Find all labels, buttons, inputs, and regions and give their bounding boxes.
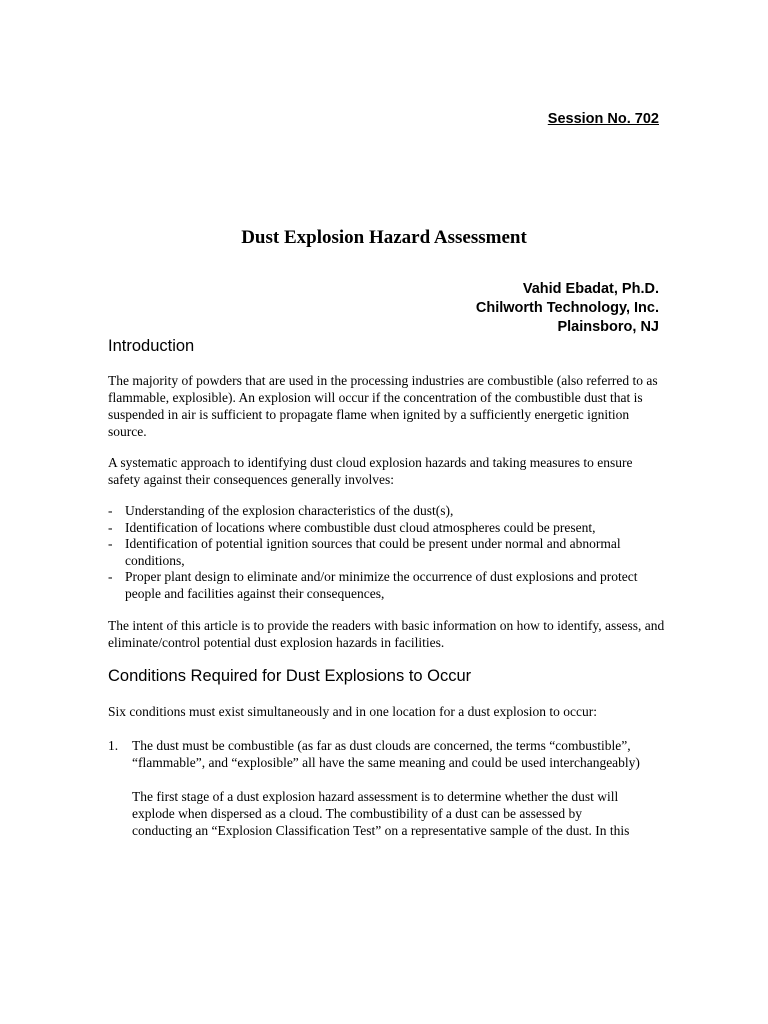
dash-marker: - [108, 519, 113, 535]
author-company: Chilworth Technology, Inc. [475, 300, 659, 316]
introduction-heading: Introduction [108, 337, 195, 355]
list-item [108, 737, 668, 839]
document-title: Dust Explosion Hazard Assessment [241, 227, 527, 248]
conditions-list [108, 737, 668, 839]
item-number: 1. [108, 738, 119, 753]
session-number: Session No. 702 [547, 111, 659, 127]
list-item [108, 503, 668, 520]
conditions-heading: Conditions Required for Dust Explosions to Occur [108, 667, 472, 685]
author-block [476, 280, 659, 337]
dash-marker: - [108, 503, 113, 518]
list-item-text: Understanding of the explosion characteristics of the dust(s), [125, 503, 454, 518]
dash-marker: - [108, 536, 113, 551]
assessment-steps-list [108, 503, 668, 602]
list-item [108, 569, 668, 602]
author-name: Vahid Ebadat, Ph.D. [522, 281, 659, 297]
introduction-paragraph-2: A systematic approach to identifying dust cloud explosion hazards and taking measures to ensure safety against their consequences generally involves: [108, 455, 633, 487]
list-item-subparagraph: The first stage of a dust explosion hazard assessment is to determine whether the dust will explode when dispersed as a cloud. The combustibility of a dust can be assessed by conducting an “Explosion Classification Test” on a representative sample of the dust. In this [132, 789, 630, 838]
list-item-text: The dust must be combustible (as far as dust clouds are concerned, the terms “combustible”, “flammable”, and “explosible” all have the same meaning and could be used interchangeably) [132, 738, 640, 770]
conditions-intro: Six conditions must exist simultaneously and in one location for a dust explosion to occur: [108, 704, 597, 719]
list-item [108, 520, 668, 537]
list-item-text: Proper plant design to eliminate and/or minimize the occurrence of dust explosions and protect people and facilities against their consequences, [125, 569, 638, 601]
list-item-text: Identification of potential ignition sources that could be present under normal and abnormal conditions, [125, 536, 621, 568]
list-item [108, 536, 668, 569]
author-location: Plainsboro, NJ [557, 319, 659, 335]
dash-marker: - [108, 569, 113, 584]
introduction-paragraph-3: The intent of this article is to provide the readers with basic information on how to identify, assess, and eliminate/control potential dust explosion hazards in facilities. [108, 618, 665, 650]
list-item-text: Identification of locations where combustible dust cloud atmospheres could be present, [125, 519, 596, 535]
introduction-paragraph-1: The majority of powders that are used in the processing industries are combustible (also referred to as flammable, explosible). An explosion will occur if the concentration of the combustible dust that is suspended in air is sufficient to propagate flame when ignited by a sufficiently energetic ignition source. [108, 373, 658, 439]
